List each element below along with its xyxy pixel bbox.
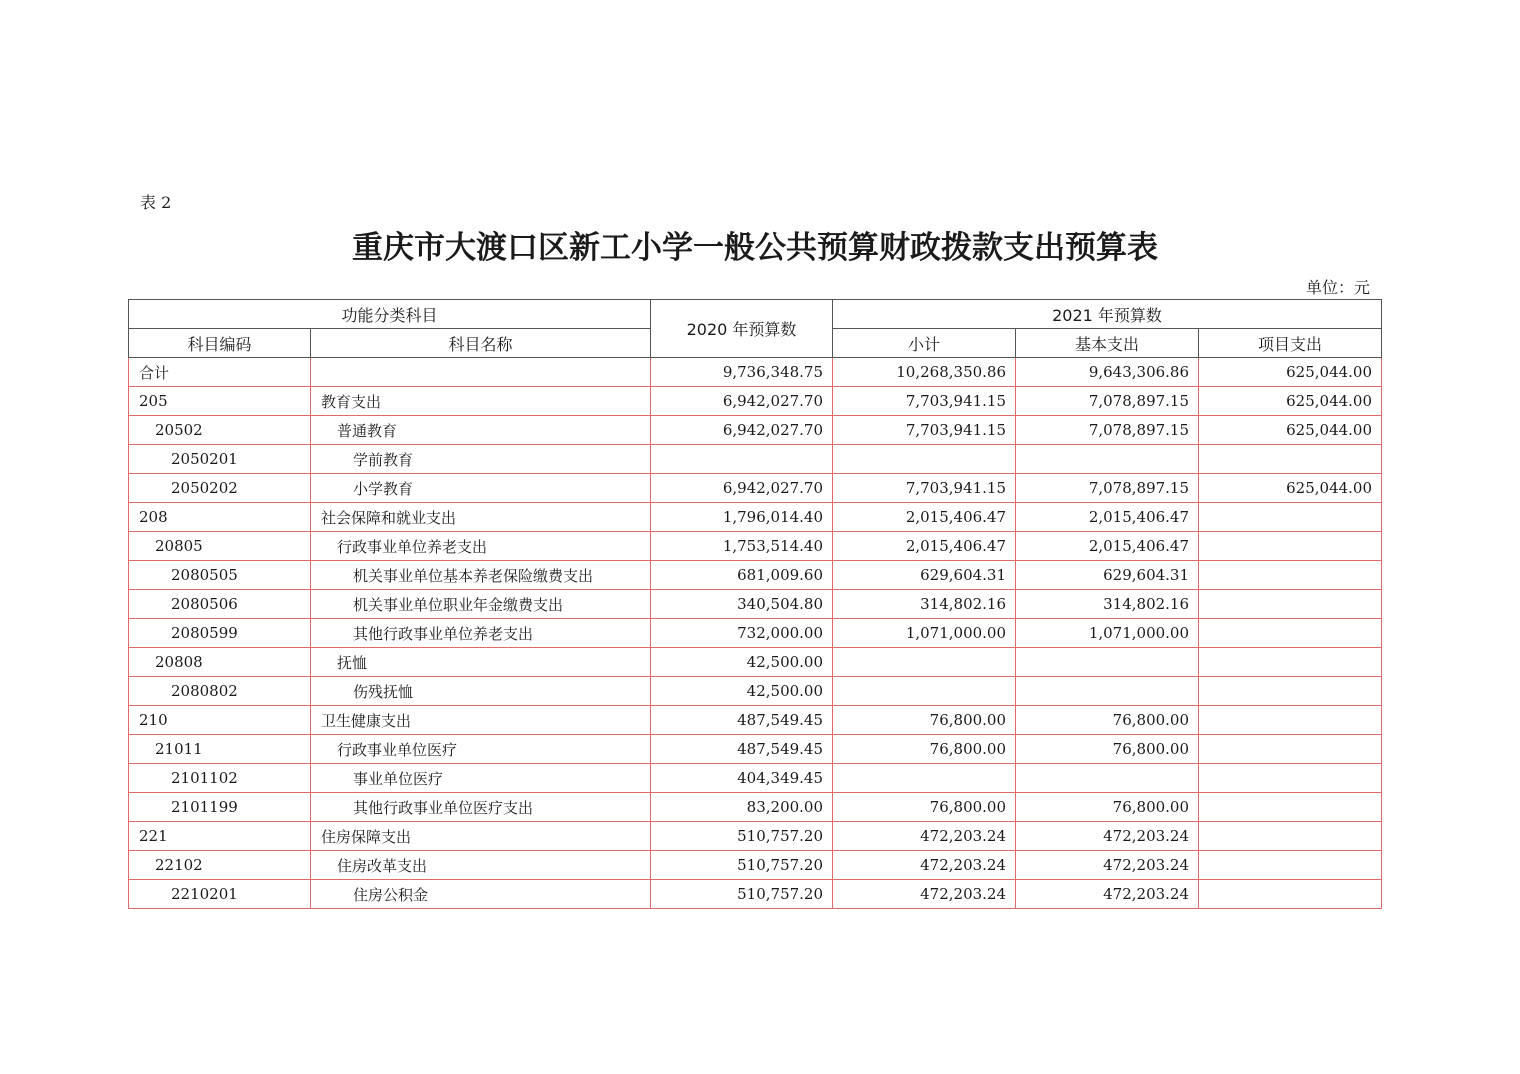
cell-budget-2020: 404,349.45 xyxy=(651,764,833,793)
cell-project xyxy=(1199,503,1382,532)
cell-code: 2210201 xyxy=(129,880,311,909)
cell-code: 2050201 xyxy=(129,445,311,474)
cell-basic xyxy=(1016,764,1199,793)
cell-subtotal: 1,071,000.00 xyxy=(833,619,1016,648)
table-row xyxy=(129,561,1382,590)
cell-project xyxy=(1199,822,1382,851)
cell-basic: 472,203.24 xyxy=(1016,880,1199,909)
cell-name: 机关事业单位基本养老保险缴费支出 xyxy=(311,561,651,590)
cell-subtotal: 472,203.24 xyxy=(833,851,1016,880)
table-row xyxy=(129,706,1382,735)
cell-name: 普通教育 xyxy=(311,416,651,445)
cell-name: 机关事业单位职业年金缴费支出 xyxy=(311,590,651,619)
cell-code: 2080505 xyxy=(129,561,311,590)
cell-subtotal: 2,015,406.47 xyxy=(833,503,1016,532)
cell-project: 625,044.00 xyxy=(1199,387,1382,416)
cell-subtotal: 76,800.00 xyxy=(833,735,1016,764)
cell-basic: 472,203.24 xyxy=(1016,851,1199,880)
cell-name: 其他行政事业单位养老支出 xyxy=(311,619,651,648)
cell-name: 事业单位医疗 xyxy=(311,764,651,793)
cell-budget-2020: 1,753,514.40 xyxy=(651,532,833,561)
cell-name: 行政事业单位养老支出 xyxy=(311,532,651,561)
cell-project xyxy=(1199,793,1382,822)
cell-subtotal: 76,800.00 xyxy=(833,793,1016,822)
cell-basic: 1,071,000.00 xyxy=(1016,619,1199,648)
cell-budget-2020: 340,504.80 xyxy=(651,590,833,619)
cell-subtotal: 7,703,941.15 xyxy=(833,416,1016,445)
table-row xyxy=(129,358,1382,387)
cell-name xyxy=(311,358,651,387)
cell-name: 抚恤 xyxy=(311,648,651,677)
cell-code: 2080506 xyxy=(129,590,311,619)
cell-budget-2020: 42,500.00 xyxy=(651,648,833,677)
table-row xyxy=(129,532,1382,561)
table-row xyxy=(129,387,1382,416)
cell-basic: 472,203.24 xyxy=(1016,822,1199,851)
cell-name: 其他行政事业单位医疗支出 xyxy=(311,793,651,822)
cell-subtotal: 7,703,941.15 xyxy=(833,474,1016,503)
cell-code: 2101199 xyxy=(129,793,311,822)
cell-name: 教育支出 xyxy=(311,387,651,416)
cell-budget-2020: 42,500.00 xyxy=(651,677,833,706)
cell-code: 21011 xyxy=(129,735,311,764)
cell-budget-2020: 6,942,027.70 xyxy=(651,474,833,503)
table-body xyxy=(129,358,1382,909)
cell-budget-2020: 9,736,348.75 xyxy=(651,358,833,387)
cell-basic xyxy=(1016,677,1199,706)
cell-basic: 76,800.00 xyxy=(1016,735,1199,764)
cell-subtotal: 76,800.00 xyxy=(833,706,1016,735)
cell-project xyxy=(1199,677,1382,706)
cell-subtotal xyxy=(833,445,1016,474)
budget-table xyxy=(128,299,1382,909)
page-title: 重庆市大渡口区新工小学一般公共预算财政拨款支出预算表 xyxy=(352,230,1158,266)
table-label: 表 2 xyxy=(140,193,172,212)
cell-basic xyxy=(1016,648,1199,677)
header-functional-category: 功能分类科目 xyxy=(129,300,651,329)
cell-basic: 629,604.31 xyxy=(1016,561,1199,590)
cell-project xyxy=(1199,851,1382,880)
cell-code: 20502 xyxy=(129,416,311,445)
cell-project xyxy=(1199,764,1382,793)
cell-code: 221 xyxy=(129,822,311,851)
cell-code: 208 xyxy=(129,503,311,532)
header-subtotal: 小计 xyxy=(833,329,1016,358)
cell-project xyxy=(1199,590,1382,619)
cell-subtotal: 472,203.24 xyxy=(833,880,1016,909)
table-header xyxy=(129,300,1382,358)
cell-project: 625,044.00 xyxy=(1199,416,1382,445)
cell-budget-2020 xyxy=(651,445,833,474)
cell-project xyxy=(1199,880,1382,909)
cell-subtotal: 7,703,941.15 xyxy=(833,387,1016,416)
cell-name: 行政事业单位医疗 xyxy=(311,735,651,764)
cell-basic: 76,800.00 xyxy=(1016,706,1199,735)
cell-budget-2020: 487,549.45 xyxy=(651,706,833,735)
cell-subtotal: 629,604.31 xyxy=(833,561,1016,590)
cell-project xyxy=(1199,619,1382,648)
table-row xyxy=(129,648,1382,677)
cell-name: 卫生健康支出 xyxy=(311,706,651,735)
table-row xyxy=(129,880,1382,909)
cell-code: 210 xyxy=(129,706,311,735)
cell-basic: 7,078,897.15 xyxy=(1016,387,1199,416)
table-row xyxy=(129,822,1382,851)
cell-project: 625,044.00 xyxy=(1199,358,1382,387)
cell-budget-2020: 1,796,014.40 xyxy=(651,503,833,532)
cell-project xyxy=(1199,532,1382,561)
cell-basic: 2,015,406.47 xyxy=(1016,503,1199,532)
table-row xyxy=(129,416,1382,445)
cell-code: 合计 xyxy=(129,358,311,387)
table-row xyxy=(129,764,1382,793)
cell-subtotal xyxy=(833,764,1016,793)
header-name: 科目名称 xyxy=(311,329,651,358)
table-row xyxy=(129,793,1382,822)
table-row xyxy=(129,503,1382,532)
cell-basic: 9,643,306.86 xyxy=(1016,358,1199,387)
cell-code: 2101102 xyxy=(129,764,311,793)
cell-basic: 2,015,406.47 xyxy=(1016,532,1199,561)
table-row xyxy=(129,677,1382,706)
cell-project: 625,044.00 xyxy=(1199,474,1382,503)
cell-basic xyxy=(1016,445,1199,474)
cell-name: 住房保障支出 xyxy=(311,822,651,851)
cell-code: 20805 xyxy=(129,532,311,561)
cell-name: 伤残抚恤 xyxy=(311,677,651,706)
cell-code: 2050202 xyxy=(129,474,311,503)
cell-budget-2020: 487,549.45 xyxy=(651,735,833,764)
header-basic: 基本支出 xyxy=(1016,329,1199,358)
cell-subtotal: 314,802.16 xyxy=(833,590,1016,619)
cell-subtotal xyxy=(833,677,1016,706)
table-row xyxy=(129,851,1382,880)
cell-name: 住房公积金 xyxy=(311,880,651,909)
cell-budget-2020: 510,757.20 xyxy=(651,851,833,880)
cell-name: 社会保障和就业支出 xyxy=(311,503,651,532)
cell-basic: 76,800.00 xyxy=(1016,793,1199,822)
cell-budget-2020: 510,757.20 xyxy=(651,880,833,909)
cell-code: 205 xyxy=(129,387,311,416)
cell-subtotal xyxy=(833,648,1016,677)
cell-project xyxy=(1199,445,1382,474)
cell-project xyxy=(1199,706,1382,735)
cell-basic: 7,078,897.15 xyxy=(1016,474,1199,503)
table-row xyxy=(129,474,1382,503)
cell-subtotal: 2,015,406.47 xyxy=(833,532,1016,561)
unit-label: 单位：元 xyxy=(1305,278,1370,297)
cell-basic: 7,078,897.15 xyxy=(1016,416,1199,445)
table-row xyxy=(129,445,1382,474)
cell-subtotal: 10,268,350.86 xyxy=(833,358,1016,387)
cell-budget-2020: 681,009.60 xyxy=(651,561,833,590)
cell-subtotal: 472,203.24 xyxy=(833,822,1016,851)
header-budget-2021: 2021 年预算数 xyxy=(833,300,1382,329)
cell-budget-2020: 510,757.20 xyxy=(651,822,833,851)
cell-budget-2020: 6,942,027.70 xyxy=(651,387,833,416)
table-row xyxy=(129,619,1382,648)
cell-budget-2020: 83,200.00 xyxy=(651,793,833,822)
cell-basic: 314,802.16 xyxy=(1016,590,1199,619)
cell-code: 2080802 xyxy=(129,677,311,706)
cell-project xyxy=(1199,648,1382,677)
cell-name: 学前教育 xyxy=(311,445,651,474)
cell-budget-2020: 6,942,027.70 xyxy=(651,416,833,445)
cell-project xyxy=(1199,561,1382,590)
cell-code: 22102 xyxy=(129,851,311,880)
header-project: 项目支出 xyxy=(1199,329,1382,358)
cell-code: 2080599 xyxy=(129,619,311,648)
cell-project xyxy=(1199,735,1382,764)
cell-budget-2020: 732,000.00 xyxy=(651,619,833,648)
table-row xyxy=(129,590,1382,619)
header-budget-2020: 2020 年预算数 xyxy=(651,300,833,358)
header-code: 科目编码 xyxy=(129,329,311,358)
cell-name: 住房改革支出 xyxy=(311,851,651,880)
cell-code: 20808 xyxy=(129,648,311,677)
table-row xyxy=(129,735,1382,764)
cell-name: 小学教育 xyxy=(311,474,651,503)
